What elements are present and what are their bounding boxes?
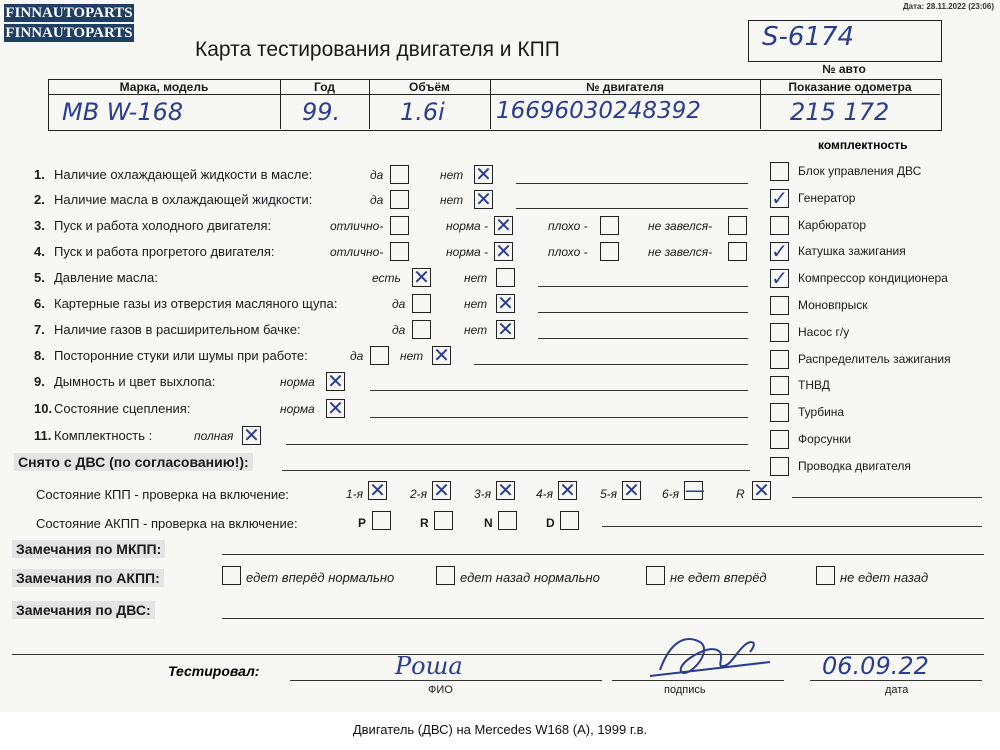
option-checkbox[interactable] (600, 242, 619, 261)
kit-checkbox[interactable] (770, 162, 789, 181)
checkmark-icon: ✕ (497, 291, 514, 315)
fill-line (538, 286, 748, 287)
kit-checkbox[interactable] (770, 239, 789, 264)
kit-checkbox[interactable] (770, 430, 789, 449)
checkmark-icon: ✕ (497, 317, 514, 341)
option-checkbox[interactable] (326, 396, 345, 420)
header-divider (48, 94, 940, 95)
option-checkbox[interactable] (390, 216, 409, 235)
kit-item-label: Катушка зажигания (798, 244, 906, 259)
signature-line (612, 680, 784, 681)
fill-line (516, 183, 748, 184)
gear-checkbox[interactable] (368, 478, 387, 502)
option-label: да (392, 323, 406, 337)
test-number: 1. (34, 167, 45, 182)
kit-checkbox[interactable] (770, 185, 789, 210)
kit-checkbox[interactable] (770, 376, 789, 395)
fill-line (474, 364, 748, 365)
checkmark-icon: ✕ (623, 478, 640, 502)
option-checkbox[interactable] (326, 369, 345, 393)
checkmark-icon: ✓ (771, 185, 788, 210)
kit-checkbox[interactable] (770, 403, 789, 422)
option-label: не завелся- (648, 245, 713, 259)
akpp-remark-checkbox[interactable] (436, 566, 455, 585)
gear-label: 5-я (600, 487, 618, 501)
kit-item-label: Блок управления ДВС (798, 164, 922, 178)
gear-label: 2-я (410, 487, 428, 501)
odometer-value: 215 172 (790, 98, 890, 126)
engine-number-value: 166960302483​92 (496, 98, 701, 124)
fill-line (370, 390, 748, 391)
gear-checkbox[interactable] (434, 511, 453, 530)
option-checkbox[interactable] (242, 423, 261, 447)
logo-bottom: FINNAUTOPARTS (5, 25, 133, 41)
option-label: норма (280, 375, 315, 389)
option-label: полная (194, 429, 234, 443)
akpp-label: Состояние АКПП - проверка на включение: (36, 516, 298, 531)
test-number: 8. (34, 348, 45, 363)
option-checkbox[interactable] (412, 265, 431, 289)
remarks-mkpp-label: Замечания по МКПП: (12, 540, 165, 558)
test-number: 6. (34, 296, 45, 311)
gear-label: N (484, 516, 493, 530)
option-checkbox[interactable] (496, 291, 515, 315)
test-label: Картерные газы из отверстия масляного щупа: (54, 296, 338, 311)
volume-value: 1.6i (400, 98, 445, 126)
option-checkbox[interactable] (496, 268, 515, 287)
gear-checkbox[interactable] (496, 478, 515, 502)
option-checkbox[interactable] (432, 343, 451, 367)
akpp-remark-label: едет вперёд нормально (246, 570, 395, 585)
kit-item-label: ТНВД (798, 378, 830, 393)
gear-checkbox[interactable] (558, 478, 577, 502)
remarks-akpp-label: Замечания по АКПП: (12, 569, 164, 587)
tester-name: Роша (395, 652, 463, 680)
option-label: не завелся- (648, 219, 713, 233)
option-checkbox[interactable] (390, 190, 409, 209)
kit-checkbox[interactable] (770, 296, 789, 315)
removed-line (282, 470, 750, 471)
option-checkbox[interactable] (728, 216, 747, 235)
fill-line (538, 338, 748, 339)
option-label: нет (400, 349, 424, 363)
fill-line (370, 417, 748, 418)
checkmark-icon: ✕ (753, 478, 770, 502)
date-stamp: Дата: 28.11.2022 (23:06) (902, 2, 994, 11)
akpp-remark-label: не едет вперёд (670, 570, 767, 585)
date-value: 06.09.22 (822, 652, 929, 680)
col-volume-header: Объём (409, 80, 450, 94)
gear-checkbox[interactable] (372, 511, 391, 530)
kit-item-label: Моновпрыск (798, 298, 868, 312)
kit-item-label: Турбина (798, 405, 845, 420)
option-checkbox[interactable] (390, 242, 409, 261)
option-label: отлично- (330, 219, 384, 233)
option-label: да (350, 349, 364, 363)
date-line (810, 680, 982, 681)
checkmark-icon: ✕ (327, 396, 344, 420)
option-label: есть (372, 271, 401, 285)
gear-checkbox[interactable] (622, 478, 641, 502)
option-label: плохо - (548, 219, 588, 233)
kit-item-label: Карбюратор (798, 217, 867, 232)
kit-title: комплектность (818, 138, 908, 152)
test-number: 2. (34, 192, 45, 207)
test-label: Наличие охлаждающей жидкости в масле: (54, 167, 313, 182)
kpp-line (792, 497, 982, 498)
gear-checkbox[interactable] (684, 478, 705, 502)
fio-label: ФИО (428, 684, 453, 696)
gear-label: 6-я (662, 487, 680, 501)
kit-checkbox[interactable] (770, 216, 789, 235)
test-label: Посторонние стуки или шумы при работе: (54, 348, 308, 363)
checkmark-icon: ✕ (369, 478, 386, 502)
checkmark-icon: — (685, 478, 705, 502)
checkmark-icon: ✕ (475, 162, 492, 186)
option-checkbox[interactable] (496, 317, 515, 341)
sign-label: подпись (664, 684, 706, 696)
test-label: Дымность и цвет выхлопа: (54, 374, 216, 389)
test-label: Состояние сцепления: (54, 401, 191, 416)
kit-item-label: Генератор (798, 190, 856, 205)
checkmark-icon: ✕ (433, 343, 450, 367)
test-number: 11. (34, 428, 52, 443)
kit-checkbox[interactable] (770, 350, 789, 369)
kit-item-label: Проводка двигателя (798, 458, 911, 473)
gear-label: R (736, 487, 745, 501)
remarks-mkpp-line (222, 554, 984, 555)
checkmark-icon: ✕ (327, 369, 344, 393)
kit-item-label: Форсунки (798, 432, 852, 446)
option-label: отлично- (330, 245, 384, 259)
option-checkbox[interactable] (370, 346, 389, 365)
option-label: да (392, 297, 406, 311)
auto-number-label: № авто (822, 62, 866, 76)
checkmark-icon: ✕ (497, 478, 514, 502)
option-checkbox[interactable] (390, 165, 409, 184)
test-number: 5. (34, 270, 45, 285)
gear-checkbox[interactable] (752, 478, 771, 502)
form-title: Карта тестирования двигателя и КПП (195, 38, 560, 61)
akpp-remark-checkbox[interactable] (222, 566, 241, 585)
gear-label: 1-я (346, 487, 364, 501)
year-value: 99. (302, 98, 341, 126)
option-checkbox[interactable] (728, 242, 747, 261)
gear-checkbox[interactable] (432, 478, 451, 502)
kit-item-label: Распределитель зажигания (798, 351, 951, 366)
option-label: нет (464, 323, 488, 337)
tested-label: Тестировал: (168, 663, 260, 679)
kpp-label: Состояние КПП - проверка на включение: (36, 487, 289, 502)
option-label: норма - (446, 219, 489, 233)
test-number: 3. (34, 218, 45, 233)
option-label: норма - (446, 245, 489, 259)
akpp-remark-label: не едет назад (840, 570, 929, 585)
kit-checkbox[interactable] (770, 457, 789, 476)
checkmark-icon: ✕ (495, 239, 512, 263)
checkmark-icon: ✕ (243, 423, 260, 447)
remarks-dvs-line (222, 618, 984, 619)
checkmark-icon: ✕ (475, 187, 492, 211)
fill-line (516, 208, 748, 209)
option-checkbox[interactable] (474, 162, 493, 186)
col-year-header: Год (314, 80, 335, 94)
option-checkbox[interactable] (474, 187, 493, 211)
test-number: 7. (34, 322, 45, 337)
checkmark-icon: ✕ (433, 478, 450, 502)
option-label: нет (464, 297, 488, 311)
option-checkbox[interactable] (494, 239, 513, 263)
date-label: дата (885, 684, 909, 696)
option-label: нет (440, 193, 464, 207)
test-number: 4. (34, 244, 45, 259)
remarks-dvs-label: Замечания по ДВС: (12, 601, 155, 619)
option-label: да (370, 193, 384, 207)
photo-caption: Двигатель (ДВС) на Mercedes W168 (A), 1999 г.в. (352, 722, 648, 737)
option-checkbox[interactable] (412, 294, 431, 313)
gear-label: D (546, 516, 555, 530)
test-number: 9. (34, 374, 45, 389)
checkmark-icon: ✓ (771, 266, 788, 291)
checkmark-icon: ✕ (559, 478, 576, 502)
test-label: Комплектность : (54, 428, 153, 443)
gear-checkbox[interactable] (498, 511, 517, 530)
col-odometer-header: Показание одометра (788, 80, 912, 94)
kit-item-label: Насос г/у (798, 324, 850, 339)
test-number: 10. (34, 401, 53, 416)
kit-checkbox[interactable] (770, 323, 789, 342)
option-label: норма (280, 402, 315, 416)
gear-label: P (358, 516, 367, 530)
test-label: Наличие газов в расширительном бачке: (54, 322, 301, 337)
gear-label: R (420, 516, 429, 530)
removed-label: Снято с ДВС (по согласованию!): (14, 453, 253, 471)
auto-number-value: S-6174 (762, 22, 855, 52)
option-checkbox[interactable] (494, 213, 513, 237)
akpp-remark-checkbox[interactable] (646, 566, 665, 585)
logo-top: FINNAUTOPARTS (5, 5, 133, 21)
col-model-header: Марка, модель (119, 80, 209, 94)
signature-image (640, 622, 780, 686)
option-label: плохо - (548, 245, 588, 259)
option-checkbox[interactable] (600, 216, 619, 235)
option-label: нет (464, 271, 488, 285)
option-label: да (370, 168, 384, 182)
test-label: Пуск и работа холодного двигателя: (54, 218, 272, 233)
option-checkbox[interactable] (412, 320, 431, 339)
akpp-remark-checkbox[interactable] (816, 566, 835, 585)
akpp-line (602, 526, 982, 527)
fill-line (538, 312, 748, 313)
checkmark-icon: ✕ (413, 265, 430, 289)
gear-label: 4-я (536, 487, 554, 501)
fio-line (290, 680, 602, 681)
col-engine-header: № двигателя (586, 80, 664, 94)
option-label: нет (440, 168, 464, 182)
kit-item-label: Компрессор кондиционера (798, 271, 948, 286)
test-label: Пуск и работа прогретого двигателя: (54, 244, 275, 259)
gear-label: 3-я (474, 487, 492, 501)
checkmark-icon: ✕ (495, 213, 512, 237)
test-label: Давление масла: (54, 270, 158, 285)
kit-checkbox[interactable] (770, 266, 789, 291)
test-label: Наличие масла в охлаждающей жидкости: (54, 192, 313, 207)
checkmark-icon: ✓ (771, 239, 788, 264)
model-value: MB W-168 (62, 98, 184, 126)
fill-line (286, 444, 748, 445)
akpp-remark-label: едет назад нормально (460, 570, 600, 585)
gear-checkbox[interactable] (560, 511, 579, 530)
